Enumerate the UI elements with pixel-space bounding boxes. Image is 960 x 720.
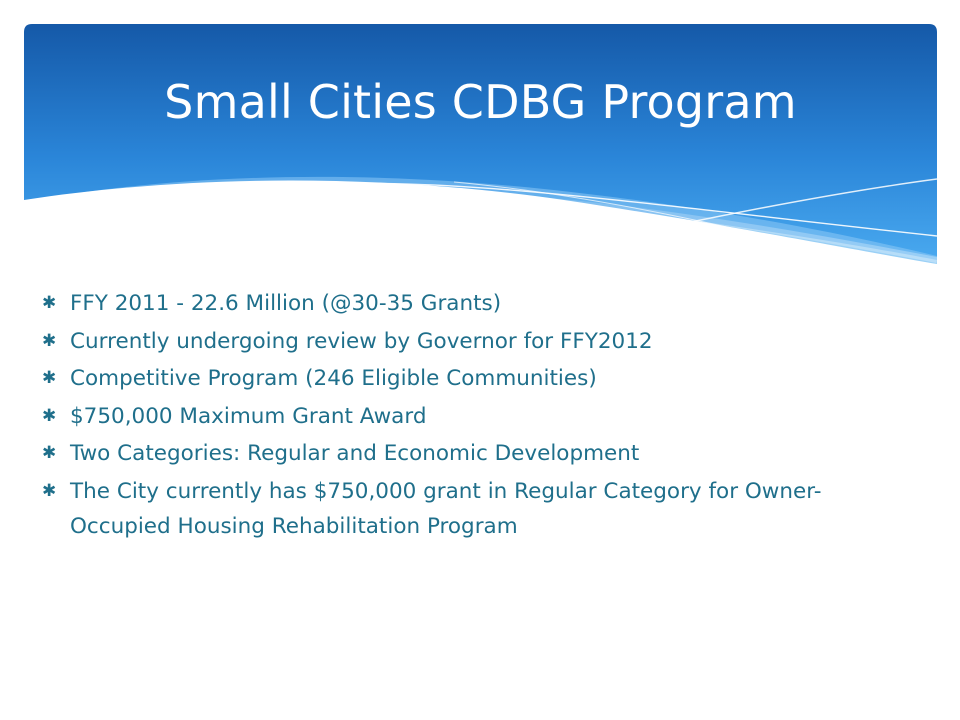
asterisk-bullet-icon: ✱ bbox=[42, 405, 57, 426]
asterisk-bullet-icon: ✱ bbox=[42, 480, 57, 501]
slide-title: Small Cities CDBG Program bbox=[164, 75, 797, 129]
asterisk-bullet-icon: ✱ bbox=[42, 368, 57, 388]
list-item-text: $750,000 Maximum Grant Award bbox=[70, 403, 427, 429]
title-banner bbox=[24, 24, 937, 264]
asterisk-bullet-icon: ✱ bbox=[42, 443, 57, 463]
list-item bbox=[42, 436, 922, 471]
list-item-text: FFY 2011 - 22.6 Million (@30-35 Grants) bbox=[70, 291, 502, 316]
list-item bbox=[42, 361, 922, 396]
list-item bbox=[42, 286, 922, 321]
list-item bbox=[42, 399, 922, 434]
list-item-text: Competitive Program (246 Eligible Communities) bbox=[70, 366, 597, 391]
list-item-text: Two Categories: Regular and Economic Development bbox=[70, 441, 640, 466]
asterisk-bullet-icon: ✱ bbox=[42, 330, 57, 351]
list-item bbox=[42, 474, 922, 544]
bullet-list bbox=[42, 286, 922, 546]
list-item-text: The City currently has $750,000 grant in Regular Category for Owner-Occupied Housing Rehabilitation Program bbox=[70, 478, 822, 539]
list-item-text: Currently undergoing review by Governor for FFY2012 bbox=[70, 328, 653, 354]
list-item bbox=[42, 324, 922, 359]
asterisk-bullet-icon: ✱ bbox=[42, 293, 57, 313]
banner-wave-graphic bbox=[24, 24, 937, 264]
